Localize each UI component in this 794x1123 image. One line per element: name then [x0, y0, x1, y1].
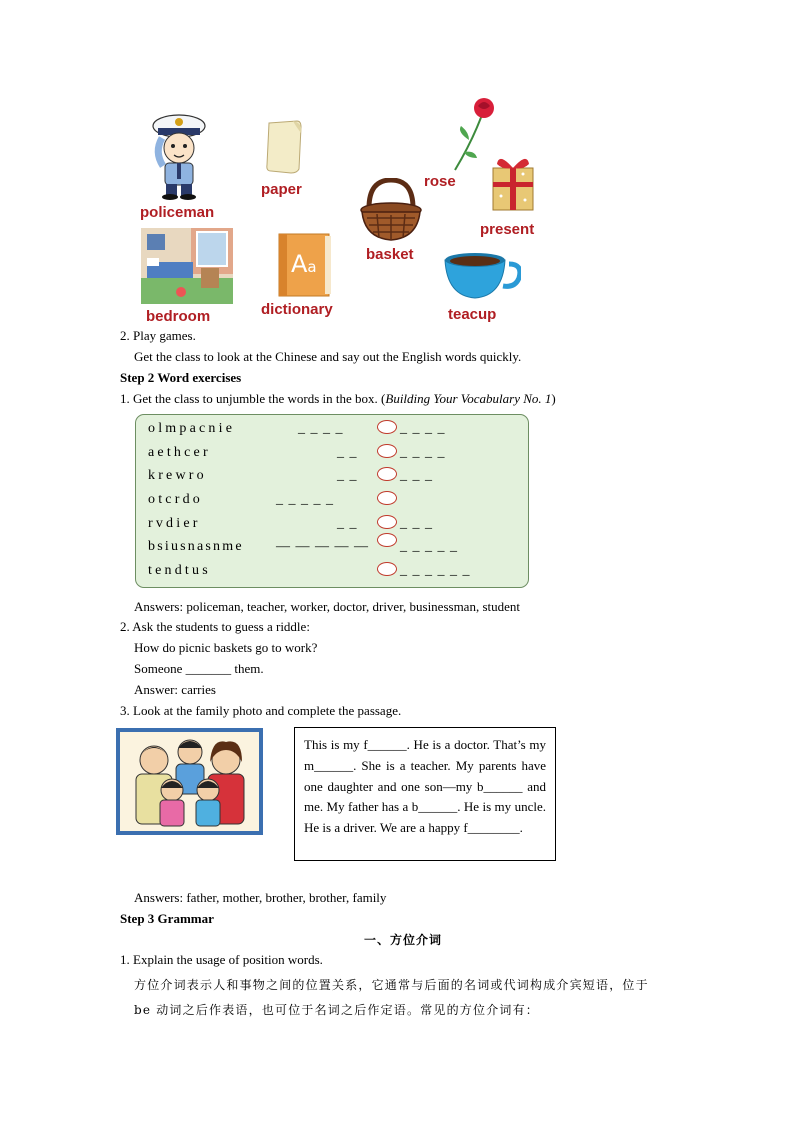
step2-ex1-instruction	[120, 390, 556, 407]
step2-title: Step 2 Word exercises	[120, 370, 242, 385]
riddle-answer: Answer: carries	[134, 682, 216, 697]
present-illustration	[489, 152, 537, 212]
letter-oval	[377, 467, 397, 481]
blank-right: _ _ _ _ _	[400, 539, 458, 554]
letter-oval	[377, 533, 397, 547]
blank-left: _ _	[337, 516, 358, 531]
blank-left: _ _ _ _	[298, 421, 344, 436]
policeman-illustration	[148, 108, 210, 200]
letter-oval	[377, 491, 397, 505]
vocab-label-policeman: policeman	[140, 204, 215, 221]
dictionary-letter-big: A	[291, 250, 308, 278]
step3-title: Step 3 Grammar	[120, 911, 214, 926]
letter-oval	[377, 420, 397, 434]
letter-oval	[377, 444, 397, 458]
blank-right: _ _ _	[400, 516, 433, 531]
play-games-heading: 2. Play games.	[120, 328, 196, 343]
vocab-label-dictionary: dictionary	[261, 301, 333, 318]
vocab-label-present: present	[480, 221, 535, 238]
step3-ex1: 1. Explain the usage of position words.	[120, 952, 323, 967]
ex1-prefix: 1. Get the class to unjumble the words in the box. (	[120, 391, 386, 406]
scrambled-word: olmpacnie	[148, 421, 236, 436]
blank-right: _ _ _	[400, 468, 433, 483]
family-passage: This is my f______. He is a doctor. That’s my m______. She is a teacher. My parents have one daughter and one son—my b______ and me. My father has a b______. He is my uncle. He is a driver. We are a happy f________.	[294, 727, 556, 861]
blank-left: _ _ _ _ _	[276, 492, 334, 507]
family-heading: 3. Look at the family photo and complete the passage.	[120, 703, 402, 718]
riddle-question: How do picnic baskets go to work?	[134, 640, 318, 655]
vocab-label-rose: rose	[424, 173, 456, 190]
vocab-label-basket: basket	[366, 246, 414, 263]
blank-right: _ _ _ _	[400, 421, 446, 436]
ex1-source: Building Your Vocabulary No. 1	[385, 391, 552, 406]
scrambled-word: krewro	[148, 468, 207, 483]
vocab-label-teacup: teacup	[448, 306, 497, 323]
answers-family: Answers: father, mother, brother, brother, family	[134, 890, 387, 905]
prepositions-paragraph-line2: be 动词之后作表语，也可位于名词之后作定语。常见的方位介词有：	[134, 1003, 540, 1017]
play-games-instruction: Get the class to look at the Chinese and say out the English words quickly.	[134, 349, 522, 364]
ex1-suffix: )	[551, 391, 556, 406]
scrambled-word: tendtus	[148, 563, 211, 578]
vocab-label-paper: paper	[261, 181, 302, 198]
family-photo	[116, 728, 263, 835]
teacup-illustration	[443, 250, 521, 302]
blank-left: _ _	[337, 445, 358, 460]
scrambled-word: aethcer	[148, 445, 211, 460]
prepositions-paragraph-line1: 方位介词表示人和事物之间的位置关系，它通常与后面的名词或代词构成介宾短语，位于	[134, 978, 649, 992]
blank-left: _ _	[337, 468, 358, 483]
section-heading-prepositions: 一、方位介词	[364, 933, 443, 947]
scrambled-word: bsiusnasnme	[148, 539, 244, 554]
scrambled-word: rvdier	[148, 516, 201, 531]
blank-left: — — — — —	[276, 539, 369, 554]
riddle-blank-line: Someone _______ them.	[134, 661, 264, 676]
unjumble-box	[135, 414, 529, 588]
dictionary-cover-letters	[291, 250, 317, 278]
scrambled-word: otcrdo	[148, 492, 203, 507]
paper-illustration	[263, 119, 305, 175]
dictionary-letter-small: a	[307, 258, 317, 276]
blank-right: _ _ _ _ _ _	[400, 563, 471, 578]
letter-oval	[377, 562, 397, 576]
vocab-label-bedroom: bedroom	[146, 308, 211, 325]
answers-unjumble: Answers: policeman, teacher, worker, doctor, driver, businessman, student	[134, 599, 521, 614]
bedroom-illustration	[141, 228, 233, 304]
basket-illustration	[359, 178, 423, 244]
riddle-heading: 2. Ask the students to guess a riddle:	[120, 619, 310, 634]
letter-oval	[377, 515, 397, 529]
blank-right: _ _ _ _	[400, 445, 446, 460]
